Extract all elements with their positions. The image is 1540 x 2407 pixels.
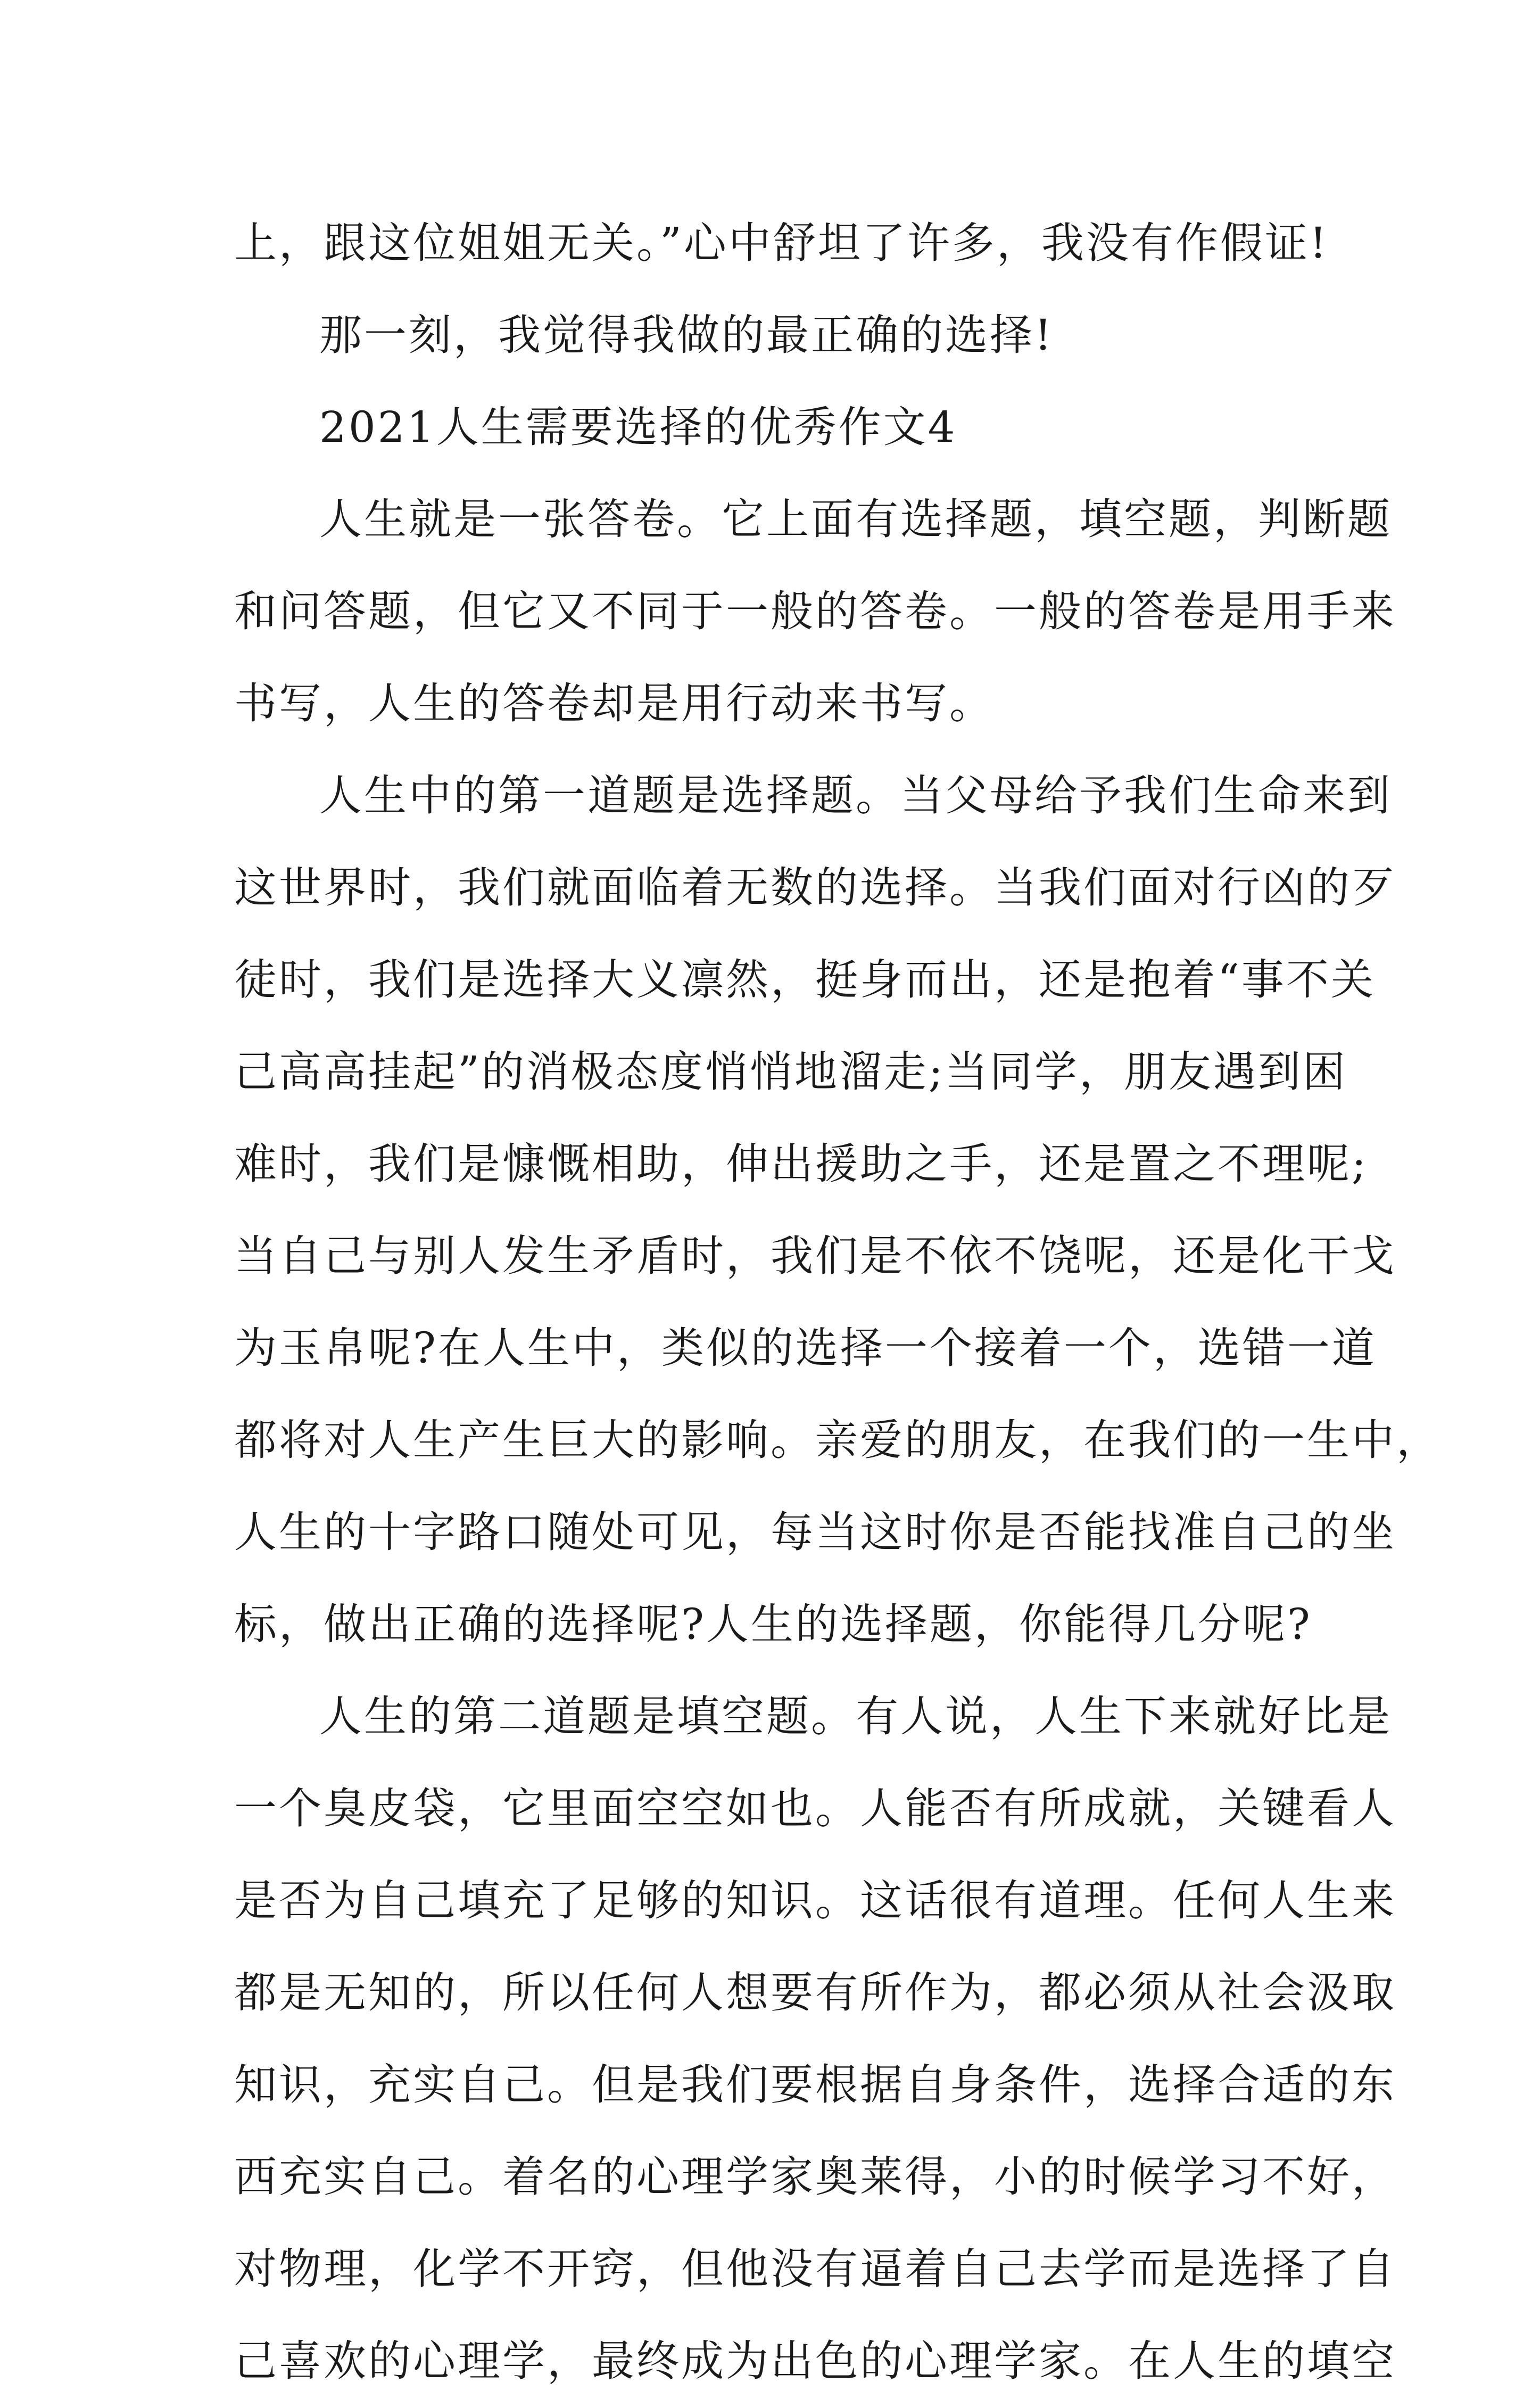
text-line: 知识，充实自己。但是我们要根据自身条件，选择合适的东 xyxy=(234,2060,1396,2109)
text-line: 人生中的第一道题是选择题。当父母给予我们生命来到 xyxy=(319,771,1392,820)
text-line: 难时，我们是慷慨相助，伸出援助之手，还是置之不理呢; xyxy=(234,1139,1368,1189)
text-line: 一个臭皮袋，它里面空空如也。人能否有所成就，关键看人 xyxy=(234,1784,1396,1833)
text-line: 都是无知的，所以任何人想要有所作为，都必须从社会汲取 xyxy=(234,1968,1396,2017)
text-line: 人生的十字路口随处可见，每当这时你是否能找准自己的坐 xyxy=(234,1507,1396,1557)
text-line: 徒时，我们是选择大义凛然，挺身而出，还是抱着“事不关 xyxy=(234,955,1376,1004)
text-line: 为玉帛呢?在人生中，类似的选择一个接着一个，选错一道 xyxy=(234,1323,1377,1373)
text-line: 那一刻，我觉得我做的最正确的选择! xyxy=(319,310,1054,360)
text-line: 己喜欢的心理学，最终成为出色的心理学家。在人生的填空 xyxy=(234,2336,1396,2386)
text-line: 书写，人生的答卷却是用行动来书写。 xyxy=(234,679,994,728)
text-line: 和问答题，但它又不同于一般的答卷。一般的答卷是用手来 xyxy=(234,587,1396,636)
text-line: 都将对人生产生巨大的影响。亲爱的朋友，在我们的一生中， xyxy=(234,1415,1441,1465)
text-line: 是否为自己填充了足够的知识。这话很有道理。任何人生来 xyxy=(234,1876,1396,1925)
text-line: 人生就是一张答卷。它上面有选择题，填空题，判断题 xyxy=(319,494,1392,544)
text-line: 人生的第二道题是填空题。有人说，人生下来就好比是 xyxy=(319,1692,1392,1741)
text-line: 2021人生需要选择的优秀作文4 xyxy=(319,402,957,452)
text-line: 对物理，化学不开窍，但他没有逼着自己去学而是选择了自 xyxy=(234,2244,1396,2294)
text-line: 上，跟这位姐姐无关。”心中舒坦了许多，我没有作假证! xyxy=(234,218,1329,268)
text-line: 当自己与别人发生矛盾时，我们是不依不饶呢，还是化干戈 xyxy=(234,1231,1396,1281)
document-body xyxy=(234,197,1441,2407)
text-line: 己高高挂起”的消极态度悄悄地溜走;当同学，朋友遇到困 xyxy=(234,1047,1347,1097)
text-line: 标，做出正确的选择呢?人生的选择题，你能得几分呢? xyxy=(234,1600,1312,1649)
text-line: 这世界时，我们就面临着无数的选择。当我们面对行凶的歹 xyxy=(234,863,1396,912)
text-line: 西充实自己。着名的心理学家奥莱得，小的时候学习不好， xyxy=(234,2152,1396,2202)
